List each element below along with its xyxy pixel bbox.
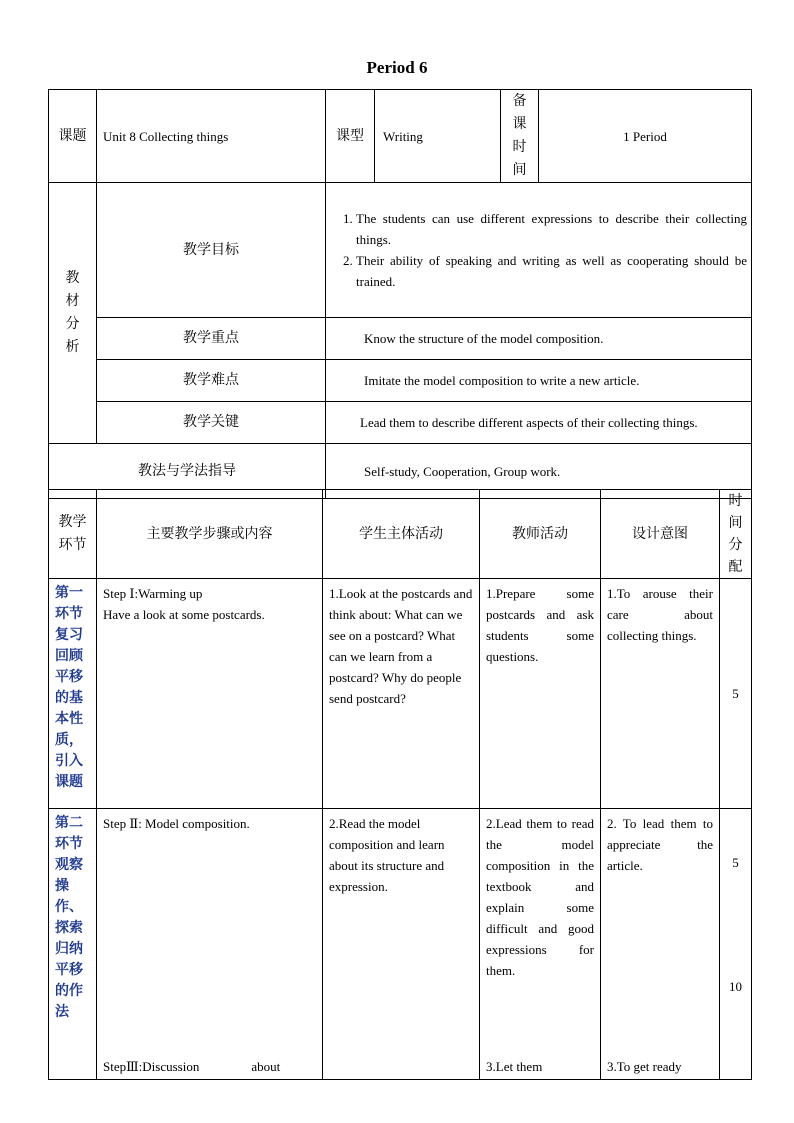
- content-line: Step Ⅱ: Model composition.: [103, 816, 250, 831]
- time-2: [720, 809, 752, 1080]
- key-label: 教学关键: [97, 402, 326, 444]
- table-row: [49, 809, 752, 1080]
- prep-label: 备课时间: [501, 90, 539, 183]
- time-value: 5: [732, 855, 739, 870]
- teaching-steps-table: [48, 489, 752, 1080]
- objective-item: 2. Their ability of speaking and writing as well as cooperating should be trained.: [356, 250, 751, 292]
- stage-2: 第二环节观察操作、探索归纳平移的作法: [49, 809, 97, 1080]
- header-content: 主要教学步骤或内容: [97, 490, 323, 579]
- design-bottom: 3.To get ready: [607, 1059, 682, 1074]
- topic-value: Unit 8 Collecting things: [97, 90, 326, 183]
- design-1: 1.To arouse their care about collecting things.: [601, 579, 720, 809]
- stage-1: 第一环节复习回顾平移的基本性质，引入课题: [49, 579, 97, 809]
- teacher-bottom: 3.Let them: [486, 1059, 543, 1074]
- type-value: Writing: [375, 90, 501, 183]
- lesson-info-table: [48, 89, 752, 499]
- design-2: [601, 809, 720, 1080]
- teacher-2: [480, 809, 601, 1080]
- teacher-text: 2.Lead them to read the model composition in the textbook and explain some difficult and good expressions for them.: [486, 816, 594, 978]
- methods-label: 教法与学法指导: [49, 444, 326, 499]
- objectives-list: [326, 183, 752, 318]
- student-2: 2.Read the model composition and learn about its structure and expression.: [323, 809, 480, 1080]
- page-title: Period 6: [366, 58, 428, 77]
- key-points-label: 教学重点: [97, 318, 326, 360]
- objectives-label: 教学目标: [97, 183, 326, 318]
- prep-value: 1 Period: [539, 90, 752, 183]
- header-student: 学生主体活动: [323, 490, 480, 579]
- difficulty-value: Imitate the model composition to write a new article.: [326, 360, 752, 402]
- student-1: 1.Look at the postcards and think about: What can we see on a postcard? What can we learn from a postcard? Why do people send postcard?: [323, 579, 480, 809]
- topic-label: 课题: [49, 90, 97, 183]
- type-label: 课型: [326, 90, 375, 183]
- content-line: Have a look at some postcards.: [103, 607, 265, 622]
- table-row: [49, 579, 752, 809]
- content-1: [97, 579, 323, 809]
- header-time: 时间分配: [720, 490, 752, 579]
- analysis-label: 教材分析: [49, 183, 97, 444]
- difficulty-label: 教学难点: [97, 360, 326, 402]
- header-design: 设计意图: [601, 490, 720, 579]
- content-2: [97, 809, 323, 1080]
- key-points-value: Know the structure of the model composition.: [326, 318, 752, 360]
- header-stage: 教学环节: [49, 490, 97, 579]
- objective-item: 1. The students can use different expressions to describe their collecting things.: [356, 208, 751, 250]
- key-value: Lead them to describe different aspects of their collecting things.: [326, 402, 752, 444]
- time-value: 10: [729, 979, 742, 994]
- content-bottom: StepⅢ:Discussion about: [103, 1059, 281, 1074]
- time-1: 5: [720, 579, 752, 809]
- content-line: Step Ⅰ:Warming up: [103, 586, 203, 601]
- teacher-1: 1.Prepare some postcards and ask students some questions.: [480, 579, 601, 809]
- methods-value: Self-study, Cooperation, Group work.: [326, 444, 752, 499]
- design-text: 2. To lead them to appreciate the article.: [607, 816, 713, 873]
- header-teacher: 教师活动: [480, 490, 601, 579]
